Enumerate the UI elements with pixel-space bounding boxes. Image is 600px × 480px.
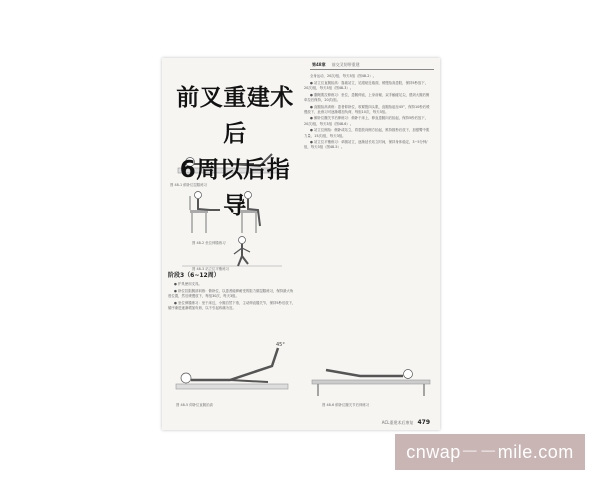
svg-text:45°: 45° bbox=[276, 342, 285, 348]
title-line-2: 6周以后指导 bbox=[179, 157, 291, 219]
right-paragraph: ● 直腿抬高训练：患者仰卧位，收紧股四头肌，直腿抬起至45°，保持10秒后缓慢放下，此练习可逐渐增加负荷，每组10次，每天3组。 bbox=[304, 104, 430, 114]
right-paragraph: ● 俯卧位髋关节后伸练习：俯卧于床上，伸直患腿向后抬起，保持5秒后放下，20次/组，每天3组（图48-6）。 bbox=[304, 116, 429, 126]
left-paragraph: ● 坐位伸膝练习：坐于床边，小腿自然下垂，主动伸直膝关节，保持5秒后放下，循序渐进逐渐增加负荷，以不引起疼痛为宜。 bbox=[168, 300, 296, 310]
figure-3-caption: 图 48-3 站立位平衡练习 bbox=[192, 267, 229, 271]
right-paragraph: ● 站立位直腿抬高：靠墙站立，足跟贴近墙面，缓慢抬高患肢，保持5秒放下，20次/组，每天3组（图48-3）。 bbox=[304, 80, 429, 90]
exercise-figure-3 bbox=[182, 236, 282, 268]
right-paragraph: ● 腘绳肌拉伸练习：坐位，患腿伸直，上身前倾，双手触碰足尖，感到大腿后侧牵拉后保持，20次/组。 bbox=[304, 92, 430, 102]
right-paragraph: ● 站立位平衡练习：单腿站立，逐渐延长站立时间，保持身体稳定，3~5分钟/组，每天3组（图48-5）。 bbox=[304, 140, 428, 150]
left-paragraph: ● 护具使用支具。 bbox=[174, 282, 202, 286]
figure-2-caption: 图 48-2 坐位伸膝练习 bbox=[192, 241, 226, 245]
page-number: 479 bbox=[417, 419, 430, 426]
overlay-title bbox=[170, 80, 300, 224]
exercise-figure-5 bbox=[172, 340, 292, 400]
text-column-left bbox=[168, 282, 296, 313]
figure-5-caption: 图 48-5 仰卧位直腿抬高 bbox=[176, 403, 213, 407]
text-column-right bbox=[304, 74, 432, 152]
watermark-banner: cnwap－－mile.com bbox=[395, 434, 585, 470]
right-paragraph: ● 站立位侧抬：侧卧或站立，将患肢向侧方抬起，维持数秒后放下，加强臀中肌力量，15次/组，每天3组。 bbox=[304, 128, 430, 138]
left-paragraph: ● 卧位抗阻腿部训练：俯卧位，以患者能够耐受的阻力做屈膝练习，保持最大角度位置，然后缓慢放下，每组30次，每天3组。 bbox=[168, 288, 294, 298]
header-rule bbox=[310, 69, 434, 70]
title-line-1: 前叉重建术后 bbox=[176, 85, 294, 147]
figure-6-caption: 图 48-6 俯卧位髋关节后伸练习 bbox=[322, 403, 370, 407]
phase-heading: 阶段3（6~12周） bbox=[168, 272, 220, 279]
figure-1-caption: 图 48-1 俯卧位屈膝练习 bbox=[170, 183, 207, 187]
right-paragraph: 全身运动，20次/组，每天3组（图48-2）。 bbox=[310, 74, 377, 78]
exercise-figure-6 bbox=[308, 352, 434, 398]
running-head: 第48章 前交叉韧带重建 bbox=[312, 62, 360, 67]
page-footer: ACL重建术后康复 479 bbox=[381, 419, 430, 426]
